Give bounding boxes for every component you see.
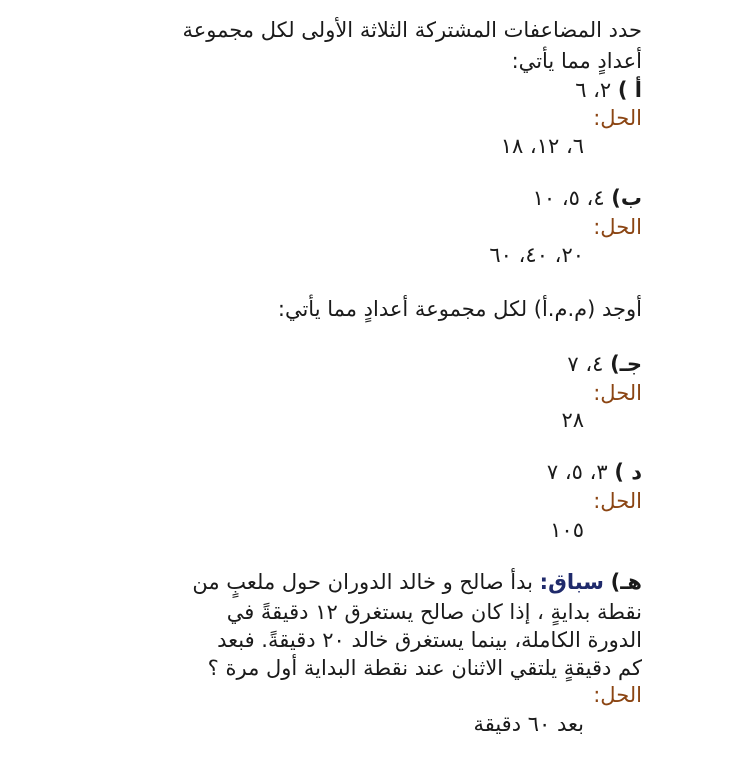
problem-a-label: أ ) [617,78,642,102]
problem-a-answer: ٦، ١٢، ١٨ [500,134,584,158]
race-title: سباق: [539,570,604,594]
problem-c-numbers: ٤، ٧ [567,352,604,376]
problem-d [547,460,642,485]
problem-a-solution-label: الحل: [593,106,642,130]
problem-c-label: جـ) [610,352,642,376]
problem-b-numbers: ٤، ٥، ١٠ [532,186,605,210]
race-label: هـ) [610,570,642,594]
problem-d-answer: ١٠٥ [550,518,584,542]
problem-b-label: ب) [611,186,642,210]
intro-line-1: حدد المضاعفات المشتركة الثلاثة الأولى لكل مجموعة [182,18,642,42]
problem-c-answer: ٢٨ [561,408,584,432]
race-line-1 [192,570,642,595]
problem-d-solution-label: الحل: [593,489,642,513]
problem-a-numbers: ٢، ٦ [575,78,612,102]
race-line-4: كم دقيقةٍ يلتقي الاثنان عند نقطة البداية أول مرة ؟ [207,656,642,680]
problem-a [575,78,642,103]
problem-b-solution-label: الحل: [593,215,642,239]
intro-line-2: أعدادٍ مما يأتي: [511,49,642,73]
race-line-2: نقطة بدايةٍ ، إذا كان صالح يستغرق ١٢ دقيقةً في [226,600,642,624]
race-solution-label: الحل: [593,683,642,707]
race-text-1: بدأ صالح و خالد الدوران حول ملعبٍ من [192,570,533,594]
race-answer: بعد ٦٠ دقيقة [473,712,584,736]
problem-b-answer: ٢٠، ٤٠، ٦٠ [489,243,584,267]
problem-b [533,186,642,211]
race-line-3: الدورة الكاملة، بينما يستغرق خالد ٢٠ دقيقةً. فبعد [217,628,642,652]
problem-d-label: د ) [614,460,642,484]
problem-c-solution-label: الحل: [593,381,642,405]
section2-instruction: أوجد (م.م.أ) لكل مجموعة أعدادٍ مما يأتي: [277,297,642,321]
problem-c [567,352,642,377]
problem-d-numbers: ٣، ٥، ٧ [546,460,608,484]
